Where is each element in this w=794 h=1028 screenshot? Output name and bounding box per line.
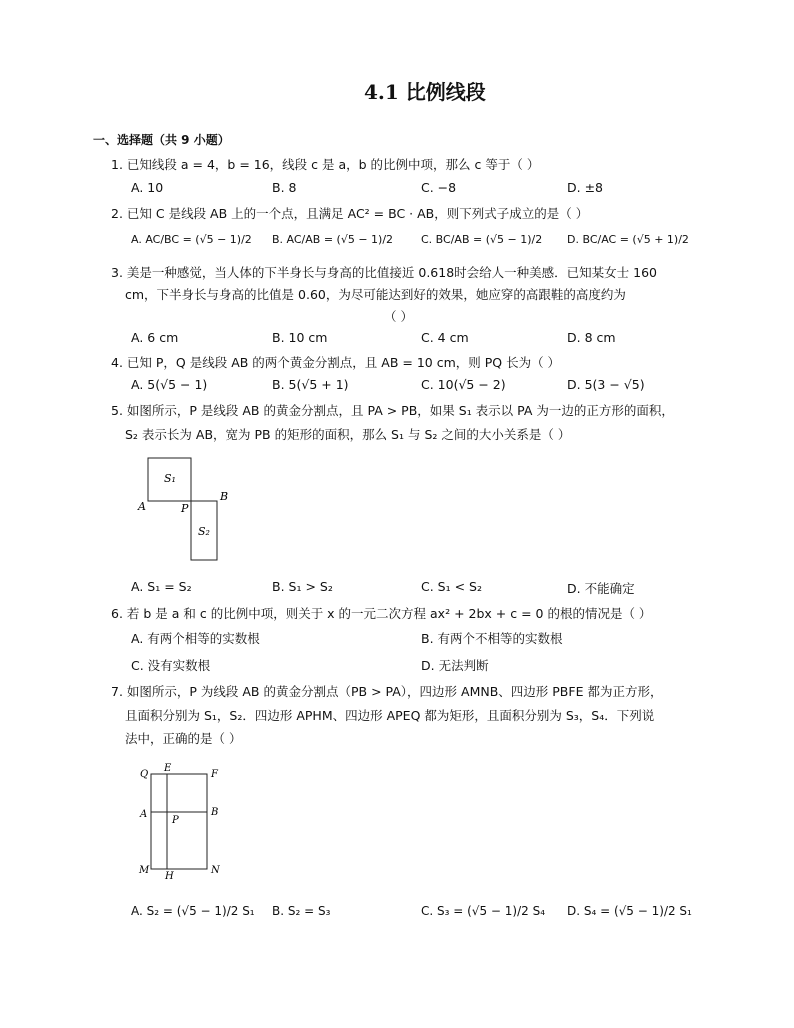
q7-figure: [130, 762, 230, 880]
q2-option-a[interactable]: A. AC/BC = (√5 − 1)/2: [131, 233, 252, 246]
question-3-line-1: 3. 美是一种感觉，当人体的下半身长与身高的比值接近 0.618时会给人一种美感．已知某女士 160: [111, 265, 657, 280]
label-e: E: [164, 763, 172, 774]
question-5-line-2: S₂ 表示长为 AB，宽为 PB 的矩形的面积，那么 S₁ 与 S₂ 之间的大小关系是（ ）: [125, 427, 571, 442]
label-h: H: [165, 871, 174, 880]
q5-option-c[interactable]: C. S₁ < S₂: [421, 579, 482, 594]
q4-option-c[interactable]: C. 10(√5 − 2): [421, 377, 506, 392]
q5-figure: [130, 452, 240, 568]
q4-option-d[interactable]: D. 5(3 − √5): [567, 377, 645, 392]
q3-option-d[interactable]: D. 8 cm: [567, 330, 616, 345]
page-title: 4.1 比例线段: [364, 80, 486, 104]
label-q: Q: [140, 769, 149, 780]
label-m: M: [139, 865, 150, 876]
question-6-text: 6. 若 b 是 a 和 c 的比例中项，则关于 x 的一元二次方程 ax² + 2bx + c = 0 的根的情况是（ ）: [111, 606, 652, 621]
q3-option-b[interactable]: B. 10 cm: [272, 330, 328, 345]
outer-rectangle: [151, 774, 207, 869]
label-b: B: [211, 807, 219, 818]
q4-option-a[interactable]: A. 5(√5 − 1): [131, 377, 208, 392]
q7-option-a[interactable]: A. S₂ = (√5 − 1)/2 S₁: [131, 904, 255, 918]
q1-option-c[interactable]: C. −8: [421, 180, 457, 195]
question-7-line-3: 法中，正确的是（ ）: [125, 731, 242, 746]
q4-option-b[interactable]: B. 5(√5 + 1): [272, 377, 349, 392]
q5-option-d[interactable]: D. 不能确定: [567, 581, 635, 596]
q5-option-b[interactable]: B. S₁ > S₂: [272, 579, 333, 594]
q6-option-d[interactable]: D. 无法判断: [421, 658, 489, 673]
label-f: F: [211, 769, 218, 780]
label-a: A: [140, 809, 148, 820]
label-p: P: [181, 502, 189, 515]
q2-option-c[interactable]: C. BC/AB = (√5 − 1)/2: [421, 233, 543, 246]
q2-option-d[interactable]: D. BC/AC = (√5 + 1)/2: [567, 233, 689, 246]
question-3-line-2: cm，下半身长与身高的比值是 0.60，为尽可能达到好的效果，她应穿的高跟鞋的高度约为: [125, 287, 626, 302]
section-heading: 一、选择题（共 9 小题）: [93, 133, 230, 147]
question-2-text: 2. 已知 C 是线段 AB 上的一个点，且满足 AC² = BC · AB，则下列式子成立的是（ ）: [111, 206, 589, 221]
label-b: B: [220, 490, 229, 503]
q3-option-c[interactable]: C. 4 cm: [421, 330, 469, 345]
q1-option-a[interactable]: A. 10: [131, 180, 164, 195]
q7-option-b[interactable]: B. S₂ = S₃: [272, 904, 331, 918]
question-1-text: 1. 已知线段 a = 4，b = 16，线段 c 是 a，b 的比例中项，那么 c 等于（ ）: [111, 157, 540, 172]
q7-option-c[interactable]: C. S₃ = (√5 − 1)/2 S₄: [421, 904, 546, 918]
q6-option-c[interactable]: C. 没有实数根: [131, 658, 211, 673]
question-4-text: 4. 已知 P，Q 是线段 AB 的两个黄金分割点，且 AB = 10 cm，则 PQ 长为（ ）: [111, 355, 561, 370]
label-a: A: [138, 500, 146, 513]
label-p: P: [172, 815, 179, 826]
q5-option-a[interactable]: A. S₁ = S₂: [131, 579, 192, 594]
q1-option-d[interactable]: D. ±8: [567, 180, 603, 195]
question-3-line-3: （ ）: [384, 309, 413, 324]
label-n: N: [211, 865, 220, 876]
question-7-line-2: 且面积分别为 S₁，S₂．四边形 APHM、四边形 APEQ 都为矩形，且面积分别为 S₃，S₄．下列说: [125, 708, 655, 723]
q1-option-b[interactable]: B. 8: [272, 180, 297, 195]
question-7-line-1: 7. 如图所示，P 为线段 AB 的黄金分割点（PB > PA），四边形 AMNB、四边形 PBFE 都为正方形，: [111, 684, 663, 699]
q7-option-d[interactable]: D. S₄ = (√5 − 1)/2 S₁: [567, 904, 692, 918]
q6-option-b[interactable]: B. 有两个不相等的实数根: [421, 631, 563, 646]
q6-option-a[interactable]: A. 有两个相等的实数根: [131, 631, 260, 646]
label-s2: S₂: [198, 525, 210, 538]
question-5-line-1: 5. 如图所示，P 是线段 AB 的黄金分割点，且 PA > PB，如果 S₁ 表示以 PA 为一边的正方形的面积，: [111, 403, 674, 418]
label-s1: S₁: [164, 472, 176, 485]
q2-option-b[interactable]: B. AC/AB = (√5 − 1)/2: [272, 233, 394, 246]
q3-option-a[interactable]: A. 6 cm: [131, 330, 179, 345]
